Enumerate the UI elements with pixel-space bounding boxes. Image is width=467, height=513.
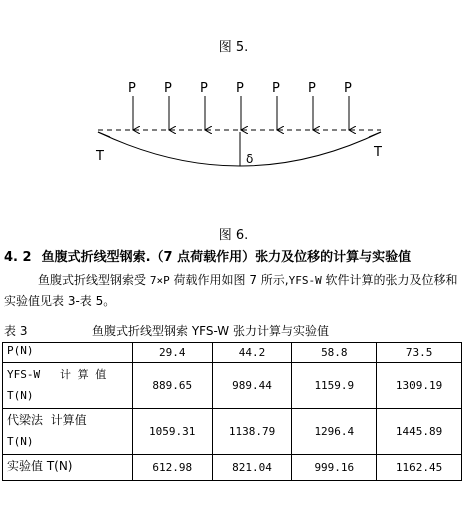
table-cell: 1162.45 (377, 455, 462, 481)
table-cell: 1138.79 (212, 409, 292, 455)
cable-load-diagram (0, 70, 467, 180)
table-caption-label: 表 3 (4, 324, 28, 338)
table-row (3, 409, 462, 455)
table-row (3, 455, 462, 481)
body-paragraph (4, 270, 460, 311)
right-support-label: T (374, 145, 382, 160)
row-label-line2: T(N) (7, 435, 34, 448)
paragraph-text-1: 鱼腹式折线型钢索受 (38, 273, 150, 287)
table-cell: 889.65 (132, 363, 212, 409)
paragraph-text-3: 荷载作用如图 7 所示, (169, 273, 289, 287)
figure5-caption: 图 5. (218, 40, 249, 55)
table-cell: 1445.89 (377, 409, 462, 455)
row-label-line1: YFS-W 计 算 值 (7, 368, 107, 381)
table-cell: 989.44 (212, 363, 292, 409)
tension-table (2, 342, 462, 481)
table-header-label: P(N) (3, 343, 133, 363)
section-number: 4. 2 (4, 250, 32, 265)
section-heading (4, 246, 411, 265)
right-support-stroke (369, 132, 381, 137)
table-row-label (3, 455, 133, 481)
load-label: P (128, 81, 136, 96)
table-cell: 1059.31 (132, 409, 212, 455)
table-cell: 1296.4 (292, 409, 377, 455)
figure6-caption: 图 6. (218, 228, 249, 243)
table-row (3, 363, 462, 409)
left-support-label: T (96, 149, 104, 164)
load-label: P (272, 81, 280, 96)
load-label: P (200, 81, 208, 96)
table-cell: 999.16 (292, 455, 377, 481)
section-title: 鱼腹式折线型钢索.（7 点荷载作用）张力及位移的计算与实验值 (41, 250, 412, 265)
table-header-cell: 73.5 (377, 343, 462, 363)
paragraph-text-2: 7×P (149, 274, 170, 287)
load-label: P (344, 81, 352, 96)
table-header-cell: 44.2 (212, 343, 292, 363)
table-caption (4, 322, 329, 339)
paragraph-text-4: YFS-W (288, 274, 322, 287)
paragraph-text-5: 软件计算的张力及位移和实验值见表 3-表 5。 (4, 273, 458, 308)
table-cell: 612.98 (132, 455, 212, 481)
row-label-line1: 实验值 T(N) (7, 459, 73, 473)
table-cell: 1159.9 (292, 363, 377, 409)
deflection-symbol: δ (246, 152, 254, 166)
load-label: P (236, 81, 244, 96)
left-support-stroke (98, 132, 110, 137)
load-label: P (308, 81, 316, 96)
row-label-line1: 代梁法 计算值 (7, 413, 87, 427)
table-row-label (3, 363, 133, 409)
table-caption-title: 鱼腹式折线型钢索 YFS-W 张力计算与实验值 (92, 324, 329, 338)
table-header-cell: 58.8 (292, 343, 377, 363)
table-cell: 821.04 (212, 455, 292, 481)
load-label: P (164, 81, 172, 96)
row-label-line2: T(N) (7, 389, 34, 402)
table-header-cell: 29.4 (132, 343, 212, 363)
table-header-row (3, 343, 462, 363)
table-cell: 1309.19 (377, 363, 462, 409)
table-row-label (3, 409, 133, 455)
